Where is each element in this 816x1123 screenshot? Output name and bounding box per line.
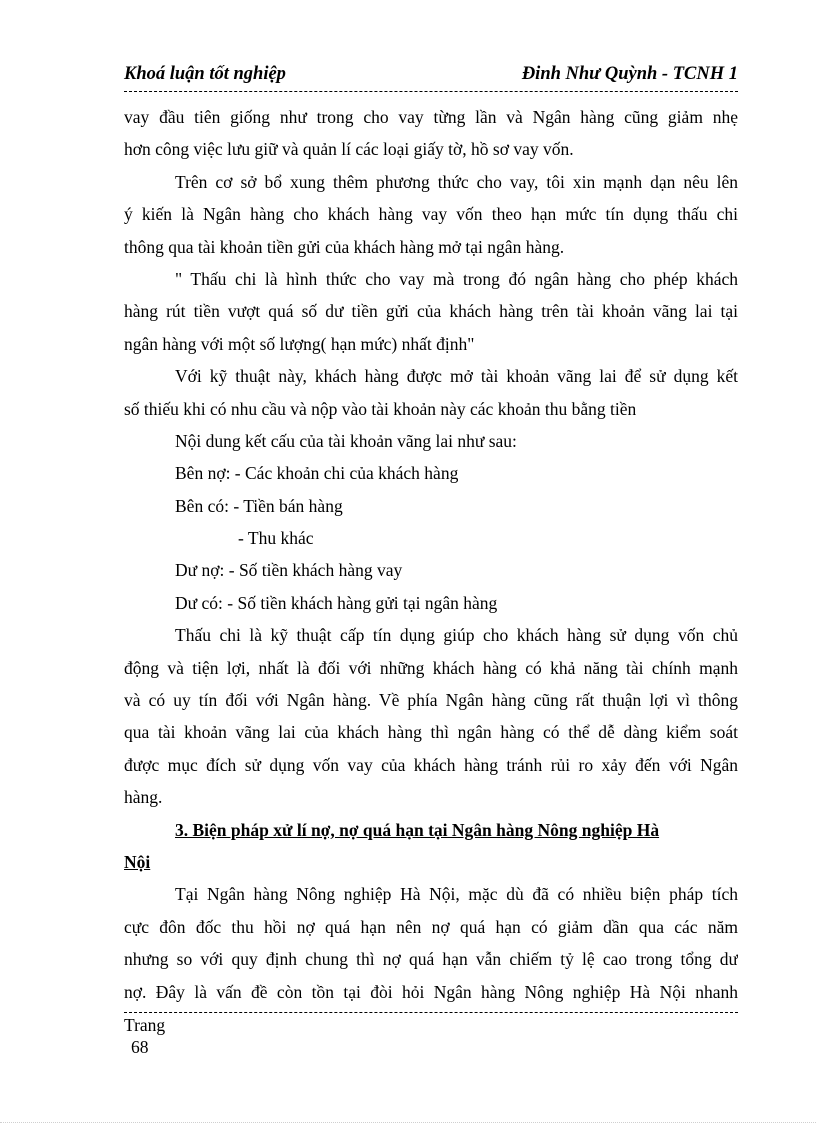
header-title: Khoá luận tốt nghiệp (124, 64, 286, 84)
section-heading-text: Nội (124, 851, 151, 872)
header-author: Đinh Như Quỳnh - TCNH 1 (521, 64, 738, 84)
text-line: hàng rút tiền vượt quá số dư tiền gửi của khách hàng trên tài khoản vãng lai tại (124, 301, 738, 322)
text-line: Nội dung kết cấu của tài khoản vãng lai như sau: (175, 430, 517, 451)
text-line: " Thấu chi là hình thức cho vay mà trong đó ngân hàng cho phép khách (175, 268, 738, 289)
text-line: ý kiến là Ngân hàng cho khách hàng vay vốn theo hạn mức tín dụng thấu chi (124, 204, 738, 225)
section-heading-text: 3. Biện pháp xử lí nợ, nợ quá hạn tại Ngân hàng Nông nghiệp Hà (175, 819, 660, 840)
text-line: Trên cơ sở bổ xung thêm phương thức cho vay, tôi xin mạnh dạn nêu lên (175, 171, 738, 192)
text-line: hàng. (124, 787, 163, 808)
text-line: Bên nợ: - Các khoản chi của khách hàng (175, 463, 459, 484)
text-line: ngân hàng với một số lượng( hạn mức) nhất định" (124, 333, 475, 354)
text-line: Với kỹ thuật này, khách hàng được mở tài khoản vãng lai để sử dụng kết (175, 366, 738, 387)
text-line: nợ. Đây là vấn đề còn tồn tại đòi hỏi Ngân hàng Nông nghiệp Hà Nội nhanh (124, 981, 738, 1002)
text-line: Tại Ngân hàng Nông nghiệp Hà Nội, mặc dù đã có nhiều biện pháp tích (175, 884, 738, 905)
section-heading-continued (124, 846, 738, 878)
header-divider (124, 91, 738, 92)
text-line: nhưng so với quy định chung thì nợ quá hạn vẫn chiếm tỷ lệ cao trong tổng dư (124, 949, 738, 970)
page-footer (124, 1014, 165, 1058)
text-line: cực đôn đốc thu hồi nợ quá hạn nên nợ quá hạn có giảm dần qua các năm (124, 916, 738, 937)
page-number: 68 (131, 1037, 149, 1057)
text-line: được mục đích sử dụng vốn vay của khách hàng tránh rủi ro xảy đến với Ngân (124, 754, 738, 775)
text-line: và có uy tín đối với Ngân hàng. Về phía Ngân hàng cũng rất thuận lợi vì thông (124, 690, 738, 711)
page-label: Trang (124, 1015, 166, 1035)
text-line: Bên có: - Tiền bán hàng (175, 495, 343, 516)
document-body (124, 101, 738, 1008)
text-line: - Thu khác (238, 528, 314, 549)
section-heading (124, 814, 738, 846)
text-line: Dư nợ: - Số tiền khách hàng vay (175, 560, 403, 581)
text-line: động và tiện lợi, nhất là đối với những khách hàng có khả năng tài chính mạnh (124, 657, 738, 678)
text-line: Thấu chi là kỹ thuật cấp tín dụng giúp cho khách hàng sử dụng vốn chủ (175, 625, 738, 646)
page-header (124, 64, 738, 90)
text-line: hơn công việc lưu giữ và quản lí các loại giấy tờ, hồ sơ vay vốn. (124, 139, 574, 160)
text-line: số thiếu khi có nhu cầu và nộp vào tài khoản này các khoản thu bằng tiền (124, 398, 637, 419)
text-line: Dư có: - Số tiền khách hàng gửi tại ngân hàng (175, 592, 498, 613)
text-line: vay đầu tiên giống như trong cho vay từng lần và Ngân hàng cũng giảm nhẹ (124, 107, 738, 127)
footer-divider (124, 1012, 738, 1013)
text-line: qua tài khoản vãng lai của khách hàng thì ngân hàng có thể dễ dàng kiểm soát (124, 722, 738, 743)
text-line: thông qua tài khoản tiền gửi của khách hàng mở tại ngân hàng. (124, 236, 565, 257)
